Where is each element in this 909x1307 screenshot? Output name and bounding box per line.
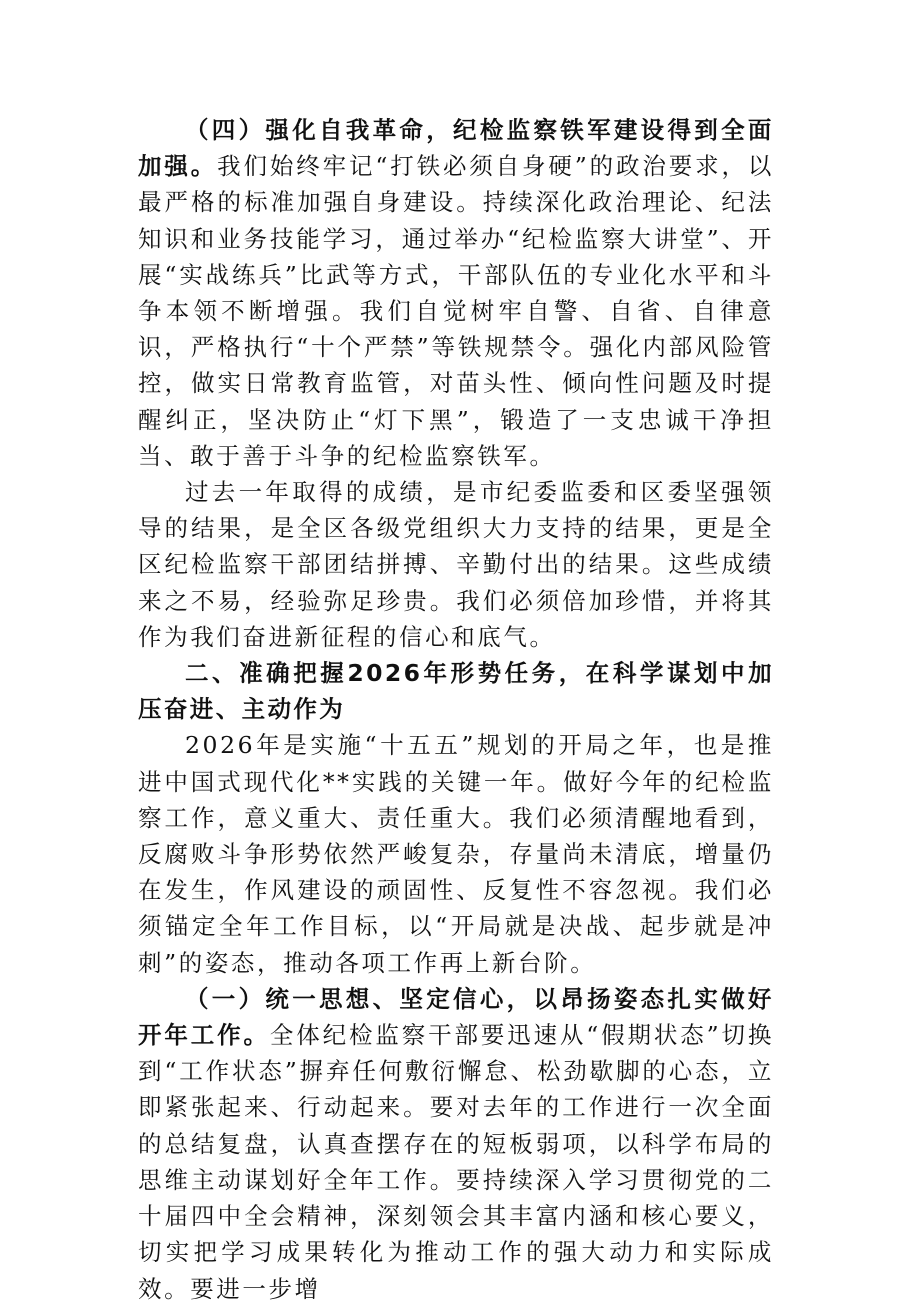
paragraph-text: 全体纪检监察干部要迅速从“假期状态”切换到“工作状态”摒弃任何敷衍懈怠、松劲歇脚的心态，立即紧张起来、行动起来。要对去年的工作进行一次全面的总结复盘，认真查摆存在的短板弱项，以科学布局的思维主动谋划好全年工作。要持续深入学习贯彻党的二十届四中全会精神，深刻领会其丰富内涵和核心要义，切实把学习成果转化为推动工作的强大动力和实际成效。要进一步增 <box>138 1021 775 1303</box>
section-heading-two: 二、准确把握2026年形势任务，在科学谋划中加压奋进、主动作为 <box>138 659 774 724</box>
paragraph-text: 我们始终牢记“打铁必须自身硬”的政治要求，以最严格的标准加强自身建设。持续深化政治理论、纪法知识和业务技能学习，通过举办“纪检监察大讲堂”、开展“实战练兵”比武等方式，干部队伍的专业化水平和斗争本领不断增强。我们自觉树牢自警、自省、自律意识，严格执行“十个严禁”等铁规禁令。强化内部风险管控，做实日常教育监管，对苗头性、倾向性问题及时提醒纠正，坚决防止“灯下黑”，锻造了一支忠诚干净担当、敢于善于斗争的纪检监察铁军。 <box>138 152 774 470</box>
paragraph-unify-thinking <box>138 981 774 1307</box>
paragraph-self-revolution <box>138 112 774 474</box>
document-body <box>138 112 774 1307</box>
paragraph-achievements-summary: 过去一年取得的成绩，是市纪委监委和区委坚强领导的结果，是全区各级党组织大力支持的结果，更是全区纪检监察干部团结拼搏、辛勤付出的结果。这些成绩来之不易，经验弥足珍贵。我们必须倍加珍惜，并将其作为我们奋进新征程的信心和底气。 <box>138 478 774 651</box>
section-heading-four: （四）强化自我革命，纪检监察铁军建设得到全面加强。 <box>138 116 774 181</box>
paragraph-situation-2026: 2026年是实施“十五五”规划的开局之年，也是推进中国式现代化**实践的关键一年。做好今年的纪检监察工作，意义重大、责任重大。我们必须清醒地看到，反腐败斗争形势依然严峻复杂，存量尚未清底，增量仍在发生，作风建设的顽固性、反复性不容忽视。我们必须锚定全年工作目标，以“开局就是决战、起步就是冲刺”的姿态，推动各项工作再上新台阶。 <box>138 731 774 977</box>
subsection-heading-one: （一）统一思想、坚定信心，以昂扬姿态扎实做好开年工作。 <box>138 984 774 1050</box>
